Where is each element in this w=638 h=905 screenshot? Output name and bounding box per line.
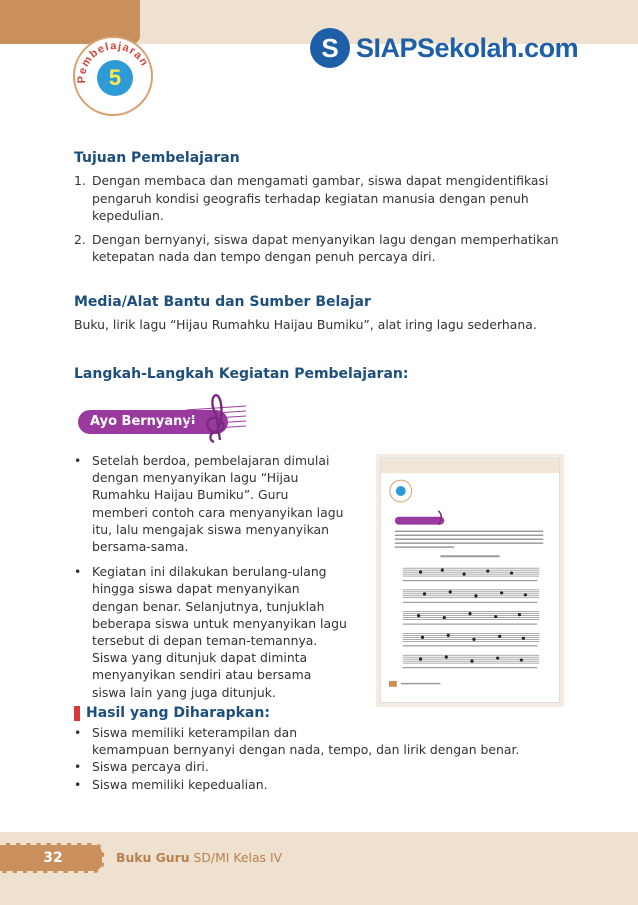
hasil-bullet-3-line-1: Siswa memiliki kepedualian.: [92, 776, 268, 792]
hasil-marker: [74, 706, 80, 721]
tujuan-item-1-line-1: Dengan membaca dan mengamati gambar, siswa dapat mengidentifikasi: [92, 173, 549, 188]
langkah-bullet-2-line-6: Siswa yang ditunjuk dapat diminta: [92, 650, 308, 666]
hasil-bullet-3: [74, 776, 594, 793]
langkah-bullet-1-line-3: Rumahku Haijau Bumiku”. Guru: [92, 487, 289, 503]
lesson-badge: [73, 36, 153, 116]
bullet-dot: •: [74, 564, 82, 580]
tujuan-item-1: [74, 172, 574, 225]
tujuan-heading: Tujuan Pembelajaran: [74, 150, 240, 166]
bullet-dot: •: [74, 759, 82, 775]
langkah-bullet-1-line-1: Setelah berdoa, pembelajaran dimulai: [92, 453, 330, 468]
langkah-bullet-2-line-7: menyanyikan sendiri atau bersama: [92, 667, 312, 683]
langkah-bullet-2-line-3: dengan benar. Selanjutnya, tunjuklah: [92, 598, 325, 614]
langkah-bullets: [74, 452, 364, 709]
tujuan-item-2: [74, 231, 574, 266]
footer-book-rest: SD/MI Kelas IV: [189, 850, 283, 865]
tujuan-item-2-line-1: Dengan bernyanyi, siswa dapat menyanyikan lagu dengan memperhatikan: [92, 231, 559, 247]
langkah-bullet-2-line-8: siswa lain yang juga ditunjuk.: [92, 684, 276, 700]
bullet-dot: •: [74, 453, 82, 468]
hasil-bullet-1: [74, 724, 594, 758]
logo-icon: S: [310, 28, 350, 68]
langkah-bullet-2-line-2: hingga siswa dapat menyanyikan: [92, 581, 300, 597]
langkah-bullet-1-line-5: itu, lalu mengajak siswa menyanyikan: [92, 521, 329, 537]
treble-clef-icon: [186, 392, 246, 444]
bullet-dot: •: [74, 776, 82, 792]
langkah-bullet-2-line-4: beberapa siswa untuk menyanyikan lagu: [92, 615, 347, 631]
hasil-bullet-1-line-1: Siswa memiliki keterampilan dan: [92, 725, 298, 740]
bullet-dot: •: [74, 725, 82, 740]
hasil-bullet-2: [74, 758, 594, 775]
logo-text: SIAPSekolah.com: [356, 32, 579, 63]
tujuan-item-1-line-3: kepedulian.: [92, 208, 164, 223]
hasil-heading: Hasil yang Diharapkan:: [86, 705, 270, 721]
tujuan-list: [74, 172, 574, 266]
media-heading: Media/Alat Bantu dan Sumber Belajar: [74, 294, 371, 310]
page-number: 32: [0, 843, 104, 873]
ayo-bernyanyi-banner: Ayo Bernyanyi: [78, 410, 228, 434]
langkah-bullet-2: [74, 563, 364, 701]
tujuan-item-1-line-2: pengaruh kondisi geografis terhadap kegiatan manusia dengan penuh: [92, 190, 529, 206]
media-text: Buku, lirik lagu “Hijau Rumahku Haijau Bumiku”, alat iring lagu sederhana.: [74, 317, 537, 332]
langkah-bullet-1-line-2: dengan menyanyikan lagu “Hijau: [92, 470, 299, 486]
tujuan-item-2-line-2: ketepatan nada dan tempo dengan penuh percaya diri.: [92, 249, 436, 264]
langkah-bullet-2-line-5: tersebut di depan teman-temannya.: [92, 633, 318, 649]
hasil-bullet-1-line-2: kemampuan bernyanyi dengan nada, tempo, dan lirik dengan benar.: [92, 742, 520, 758]
student-book-page-thumbnail: [380, 458, 560, 703]
hasil-bullet-2-line-1: Siswa percaya diri.: [92, 759, 209, 775]
langkah-bullet-1-line-6: bersama-sama.: [92, 539, 189, 555]
langkah-heading: Langkah-Langkah Kegiatan Pembelajaran:: [74, 366, 409, 382]
badge-number: 5: [97, 60, 133, 96]
badge-label: Pembelajaran: [75, 40, 151, 84]
langkah-bullet-1: [74, 452, 364, 555]
tujuan-item-1-number: 1.: [74, 173, 86, 188]
langkah-bullet-2-line-1: Kegiatan ini dilakukan berulang-ulang: [92, 564, 327, 580]
footer-book-bold: Buku Guru: [116, 850, 190, 865]
tujuan-item-2-number: 2.: [74, 231, 86, 247]
siapsekolah-logo: [310, 26, 578, 70]
langkah-bullet-1-line-4: memberi contoh cara menyanyikan lagu: [92, 504, 344, 520]
hasil-bullets: [74, 724, 594, 793]
footer-book-title: [116, 850, 282, 865]
